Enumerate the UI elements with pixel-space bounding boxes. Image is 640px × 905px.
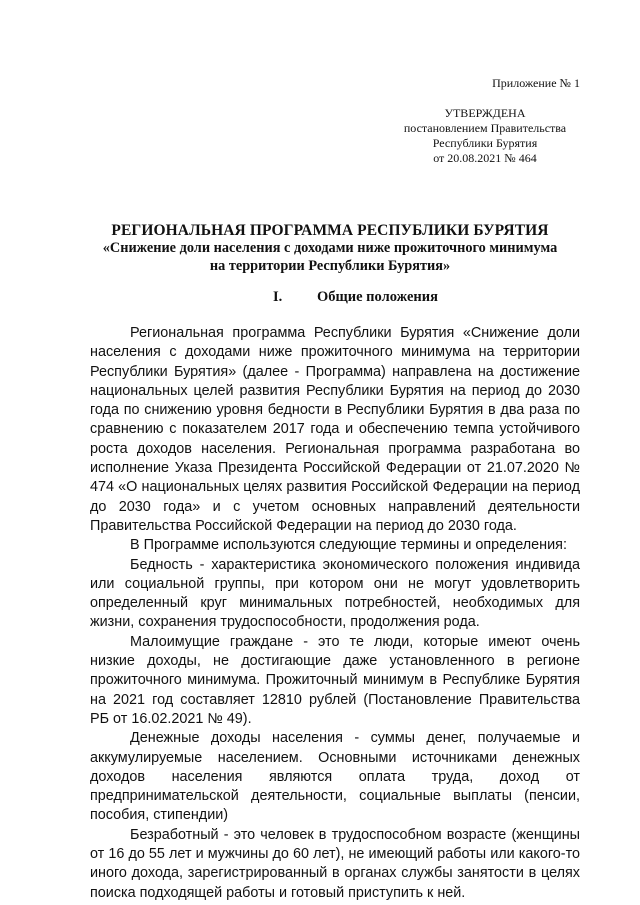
approval-block [360,76,610,166]
section-number: I. [273,289,283,305]
approved-label: УТВЕРЖДЕНА [444,106,526,120]
paragraph-poverty: Бедность - характеристика экономического положения индивида или социальной группы, при котором они не могут удовлетворить определенный круг минимальных потребностей, необходимых для жизни, сохранения трудоспособности, продолжения рода. [90,556,580,631]
section-title: Общие положения [317,289,438,305]
paragraph-terms-intro: В Программе используются следующие термины и определения: [130,537,567,554]
paragraph-intro: Региональная программа Республики Бурятия «Снижение доли населения с доходами ниже прожиточного минимума на территории Республики Бурятия» (далее - Программа) направлена на достижение национальных целей развития Республики Бурятия на период до 2030 года по снижению уровня бедности в Республики Бурятия в два раза по сравнению с показателем 2017 года и обеспечению темпа устойчивого роста доходов населения. Региональная программа разработана во исполнение Указа Президента Российской Федерации от 21.07.2020 № 474 «О национальных целях развития Российской Федерации на период до 2030 года» и с учетом основных направлений деятельности Правительства Российской Федерации на период до 2030 года. [90,325,580,534]
document-title: РЕГИОНАЛЬНАЯ ПРОГРАММА РЕСПУБЛИКИ БУРЯТИЯ [111,222,549,239]
document-subtitle-line-2: на территории Республики Бурятия» [209,257,451,274]
approval-line-1: постановлением Правительства [403,121,567,135]
approval-line-2: Республики Бурятия [432,136,538,150]
paragraph-unemployed: Безработный - это человек в трудоспособном возрасте (женщины от 16 до 55 лет и мужчины до 60 лет), не имеющий работы или какого-то иного дохода, зарегистрированный в органах службы занятости в целях поиска подходящей работы и готовый приступить к ней. [90,826,580,901]
approval-line-3: от 20.08.2021 № 464 [433,151,537,165]
paragraph-income: Денежные доходы населения - суммы денег, получаемые и аккумулируемые населением. Основными источниками денежных доходов населения являются оплата труда, доход от предпринимательской деятельности, социальные выплаты (пенсии, пособия, стипендии) [90,730,580,824]
annex-label: Приложение № 1 [492,76,580,90]
document-heading [60,221,600,275]
document-body [90,324,580,903]
paragraph-low-income: Малоимущие граждане - это те люди, которые имеют очень низкие доходы, не достигающие даже установленного в регионе прожиточного минимума. Прожиточный минимум в Республике Бурятия на 2021 год составляет 12810 рублей (Постановление Правительства РБ от 16.02.2021 № 49). [90,633,580,727]
document-subtitle-line-1: «Снижение доли населения с доходами ниже прожиточного минимума [102,240,558,256]
